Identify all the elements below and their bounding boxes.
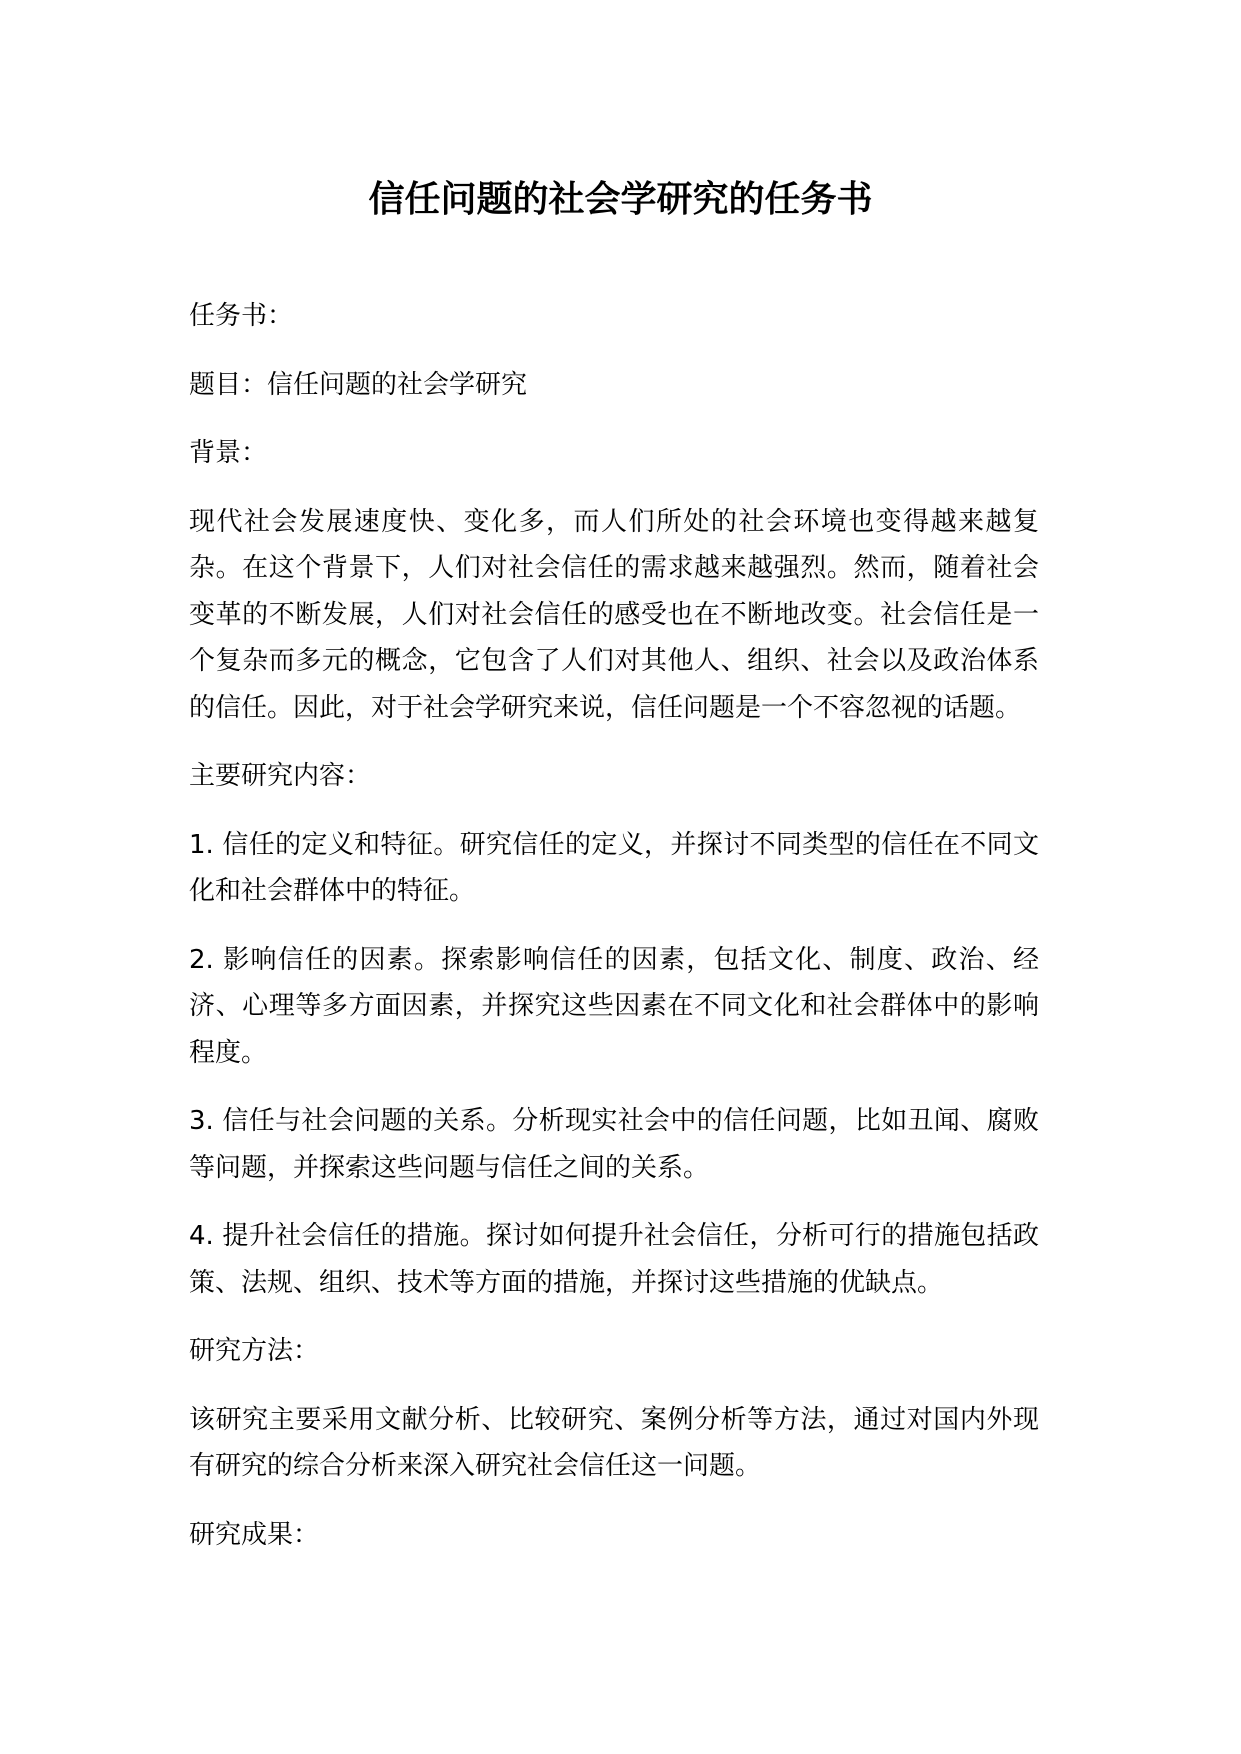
content-item-2: 2. 影响信任的因素。探索影响信任的因素，包括文化、制度、政治、经济、心理等多方面因素，并探究这些因素在不同文化和社会群体中的影响程度。 xyxy=(189,944,1039,1068)
label-background: 背景： xyxy=(189,438,268,468)
label-task-book: 任务书： xyxy=(189,301,294,331)
methods-paragraph: 该研究主要采用文献分析、比较研究、案例分析等方法，通过对国内外现有研究的综合分析来深入研究社会信任这一问题。 xyxy=(189,1404,1039,1481)
label-main-content: 主要研究内容： xyxy=(189,761,372,791)
topic-line: 题目：信任问题的社会学研究 xyxy=(189,369,528,400)
label-results: 研究成果： xyxy=(189,1519,320,1550)
content-item-1: 1. 信任的定义和特征。研究信任的定义，并探讨不同类型的信任在不同文化和社会群体中的特征。 xyxy=(189,829,1039,906)
background-paragraph: 现代社会发展速度快、变化多，而人们所处的社会环境也变得越来越复杂。在这个背景下，人们对社会信任的需求越来越强烈。然而，随着社会变革的不断发展，人们对社会信任的感受也在不断地改变。社会信任是一个复杂而多元的概念，它包含了人们对其他人、组织、社会以及政治体系的信任。因此，对于社会学研究来说，信任问题是一个不容忽视的话题。 xyxy=(189,506,1039,723)
content-item-4: 4. 提升社会信任的措施。探讨如何提升社会信任，分析可行的措施包括政策、法规、组织、技术等方面的措施，并探讨这些措施的优缺点。 xyxy=(189,1221,1039,1298)
label-methods: 研究方法： xyxy=(189,1336,320,1366)
content-item-3: 3. 信任与社会问题的关系。分析现实社会中的信任问题，比如丑闻、腐败等问题，并探索这些问题与信任之间的关系。 xyxy=(189,1106,1039,1183)
document-body xyxy=(189,293,1039,1580)
document-title: 信任问题的社会学研究的任务书 xyxy=(368,179,873,220)
